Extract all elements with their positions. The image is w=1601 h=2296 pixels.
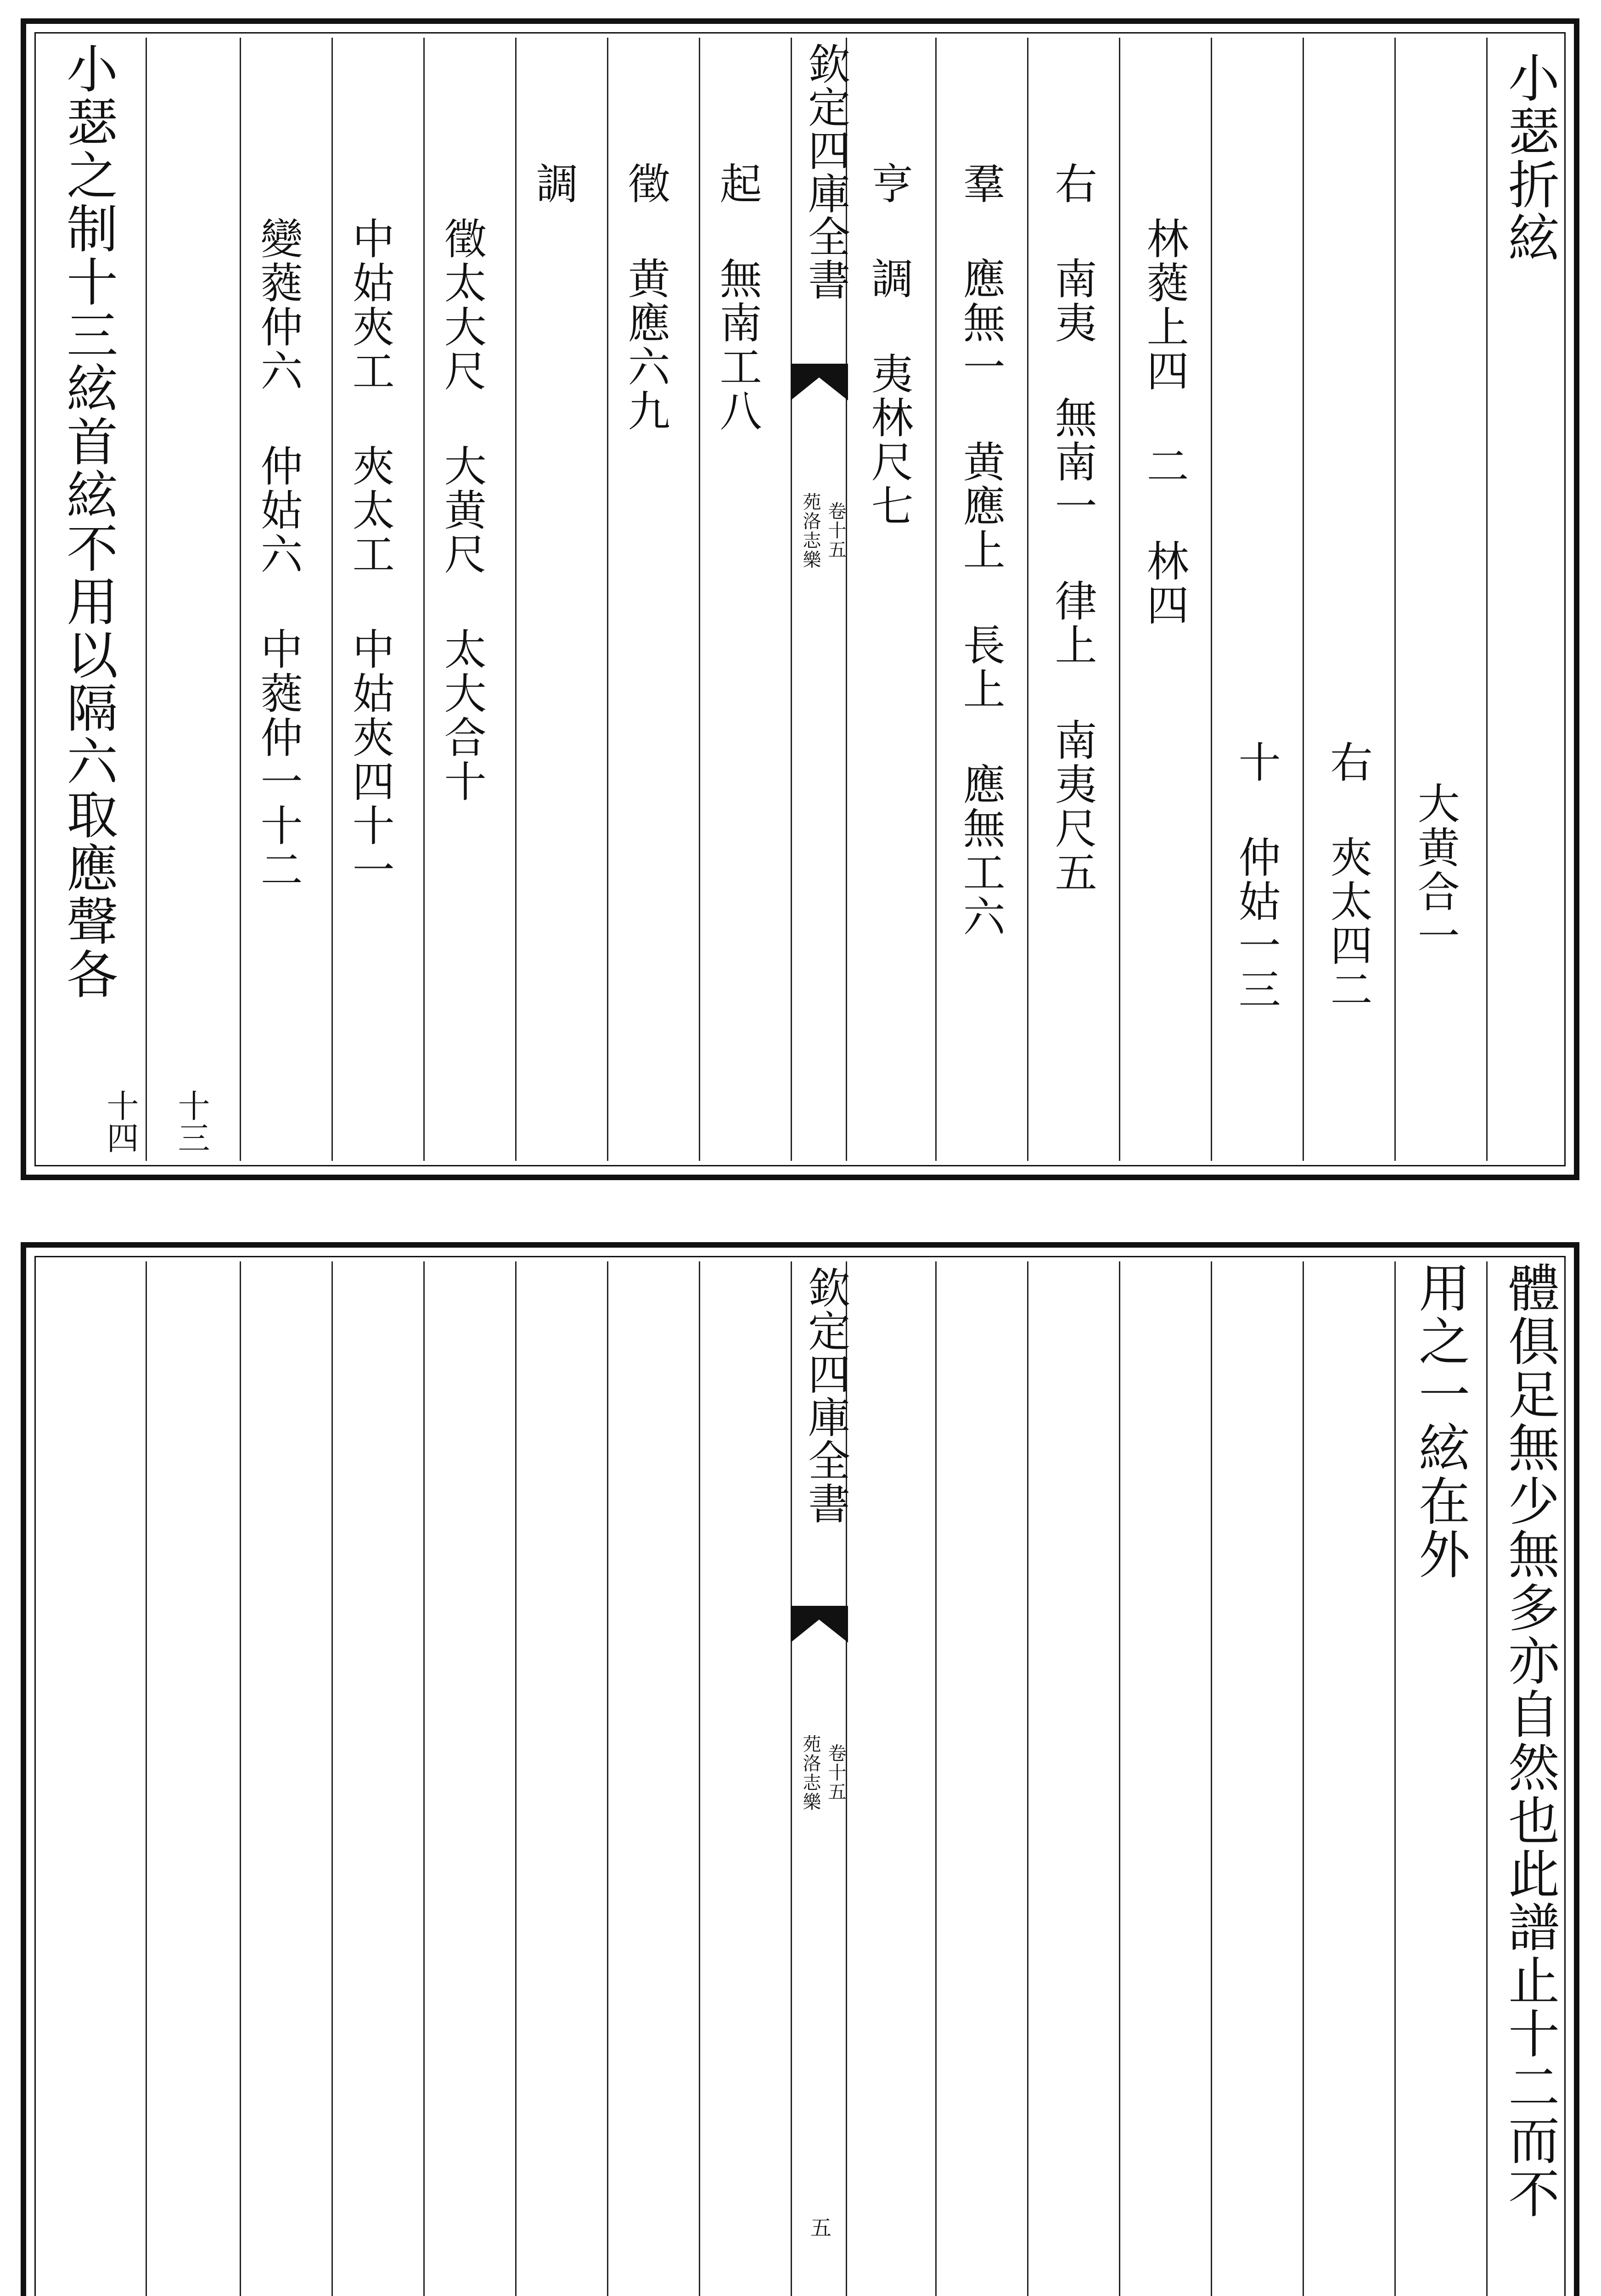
notation-column-13: 變蕤仲六 仲姑六 中蕤仲一十二	[253, 217, 303, 892]
notation-column-4: 林蕤上四 二 林四	[1140, 217, 1189, 627]
bottom-page	[21, 1242, 1579, 2296]
notation-column-8: 起 無南工八	[713, 162, 762, 433]
notation-column-6: 羣 應無一 黄應上 長上 應無工六	[956, 162, 1006, 939]
top-page	[21, 18, 1579, 1180]
body-text-right-2: 用之一絃在外	[1410, 1261, 1470, 1581]
centre-fold	[791, 42, 848, 1156]
notation-column-5: 右 南夷 無南一 律上 南夷尺五	[1048, 162, 1097, 895]
centre-subtitle: 苑洛志樂	[800, 492, 821, 569]
centre-volume-bottom: 卷十五	[825, 1744, 846, 1801]
centre-subtitle-bottom: 苑洛志樂	[800, 1734, 821, 1812]
centre-volume: 卷十五	[825, 501, 846, 559]
centre-fold-bottom	[791, 1266, 848, 2296]
notation-column-12: 中姑夾工 夾太工 中姑夾四十一	[345, 217, 395, 892]
notation-column-9: 徵 黄應六九	[621, 162, 670, 433]
section-heading: 小瑟折絃	[1500, 51, 1560, 264]
notation-column-3: 十 仲姑一三	[1231, 740, 1281, 1012]
notation-column-7: 亨 調 夷林尺七	[864, 162, 914, 528]
centre-title: 欽定四庫全書	[801, 42, 850, 301]
body-text-left: 小瑟之制十三絃首絃不用以隔六取應聲各	[58, 42, 118, 1001]
notation-column-10: 調	[529, 162, 579, 206]
centre-title-bottom: 欽定四庫全書	[801, 1266, 850, 1525]
notation-column-1: 大黄合一	[1410, 782, 1460, 958]
page-number: 五	[807, 2217, 832, 2238]
fishtail-mark-icon	[791, 1606, 848, 1643]
fishtail-mark-icon	[791, 364, 848, 400]
margin-number-14: 十四	[101, 1089, 139, 1154]
margin-number-13: 十三	[173, 1089, 210, 1154]
notation-column-2: 右 夾太四二	[1323, 740, 1373, 1012]
notation-column-11: 徵太大尺 大黄尺 太大合十	[437, 217, 487, 804]
body-text-right-1: 體俱足無少無多亦自然也此譜止十二而不	[1500, 1261, 1560, 2220]
